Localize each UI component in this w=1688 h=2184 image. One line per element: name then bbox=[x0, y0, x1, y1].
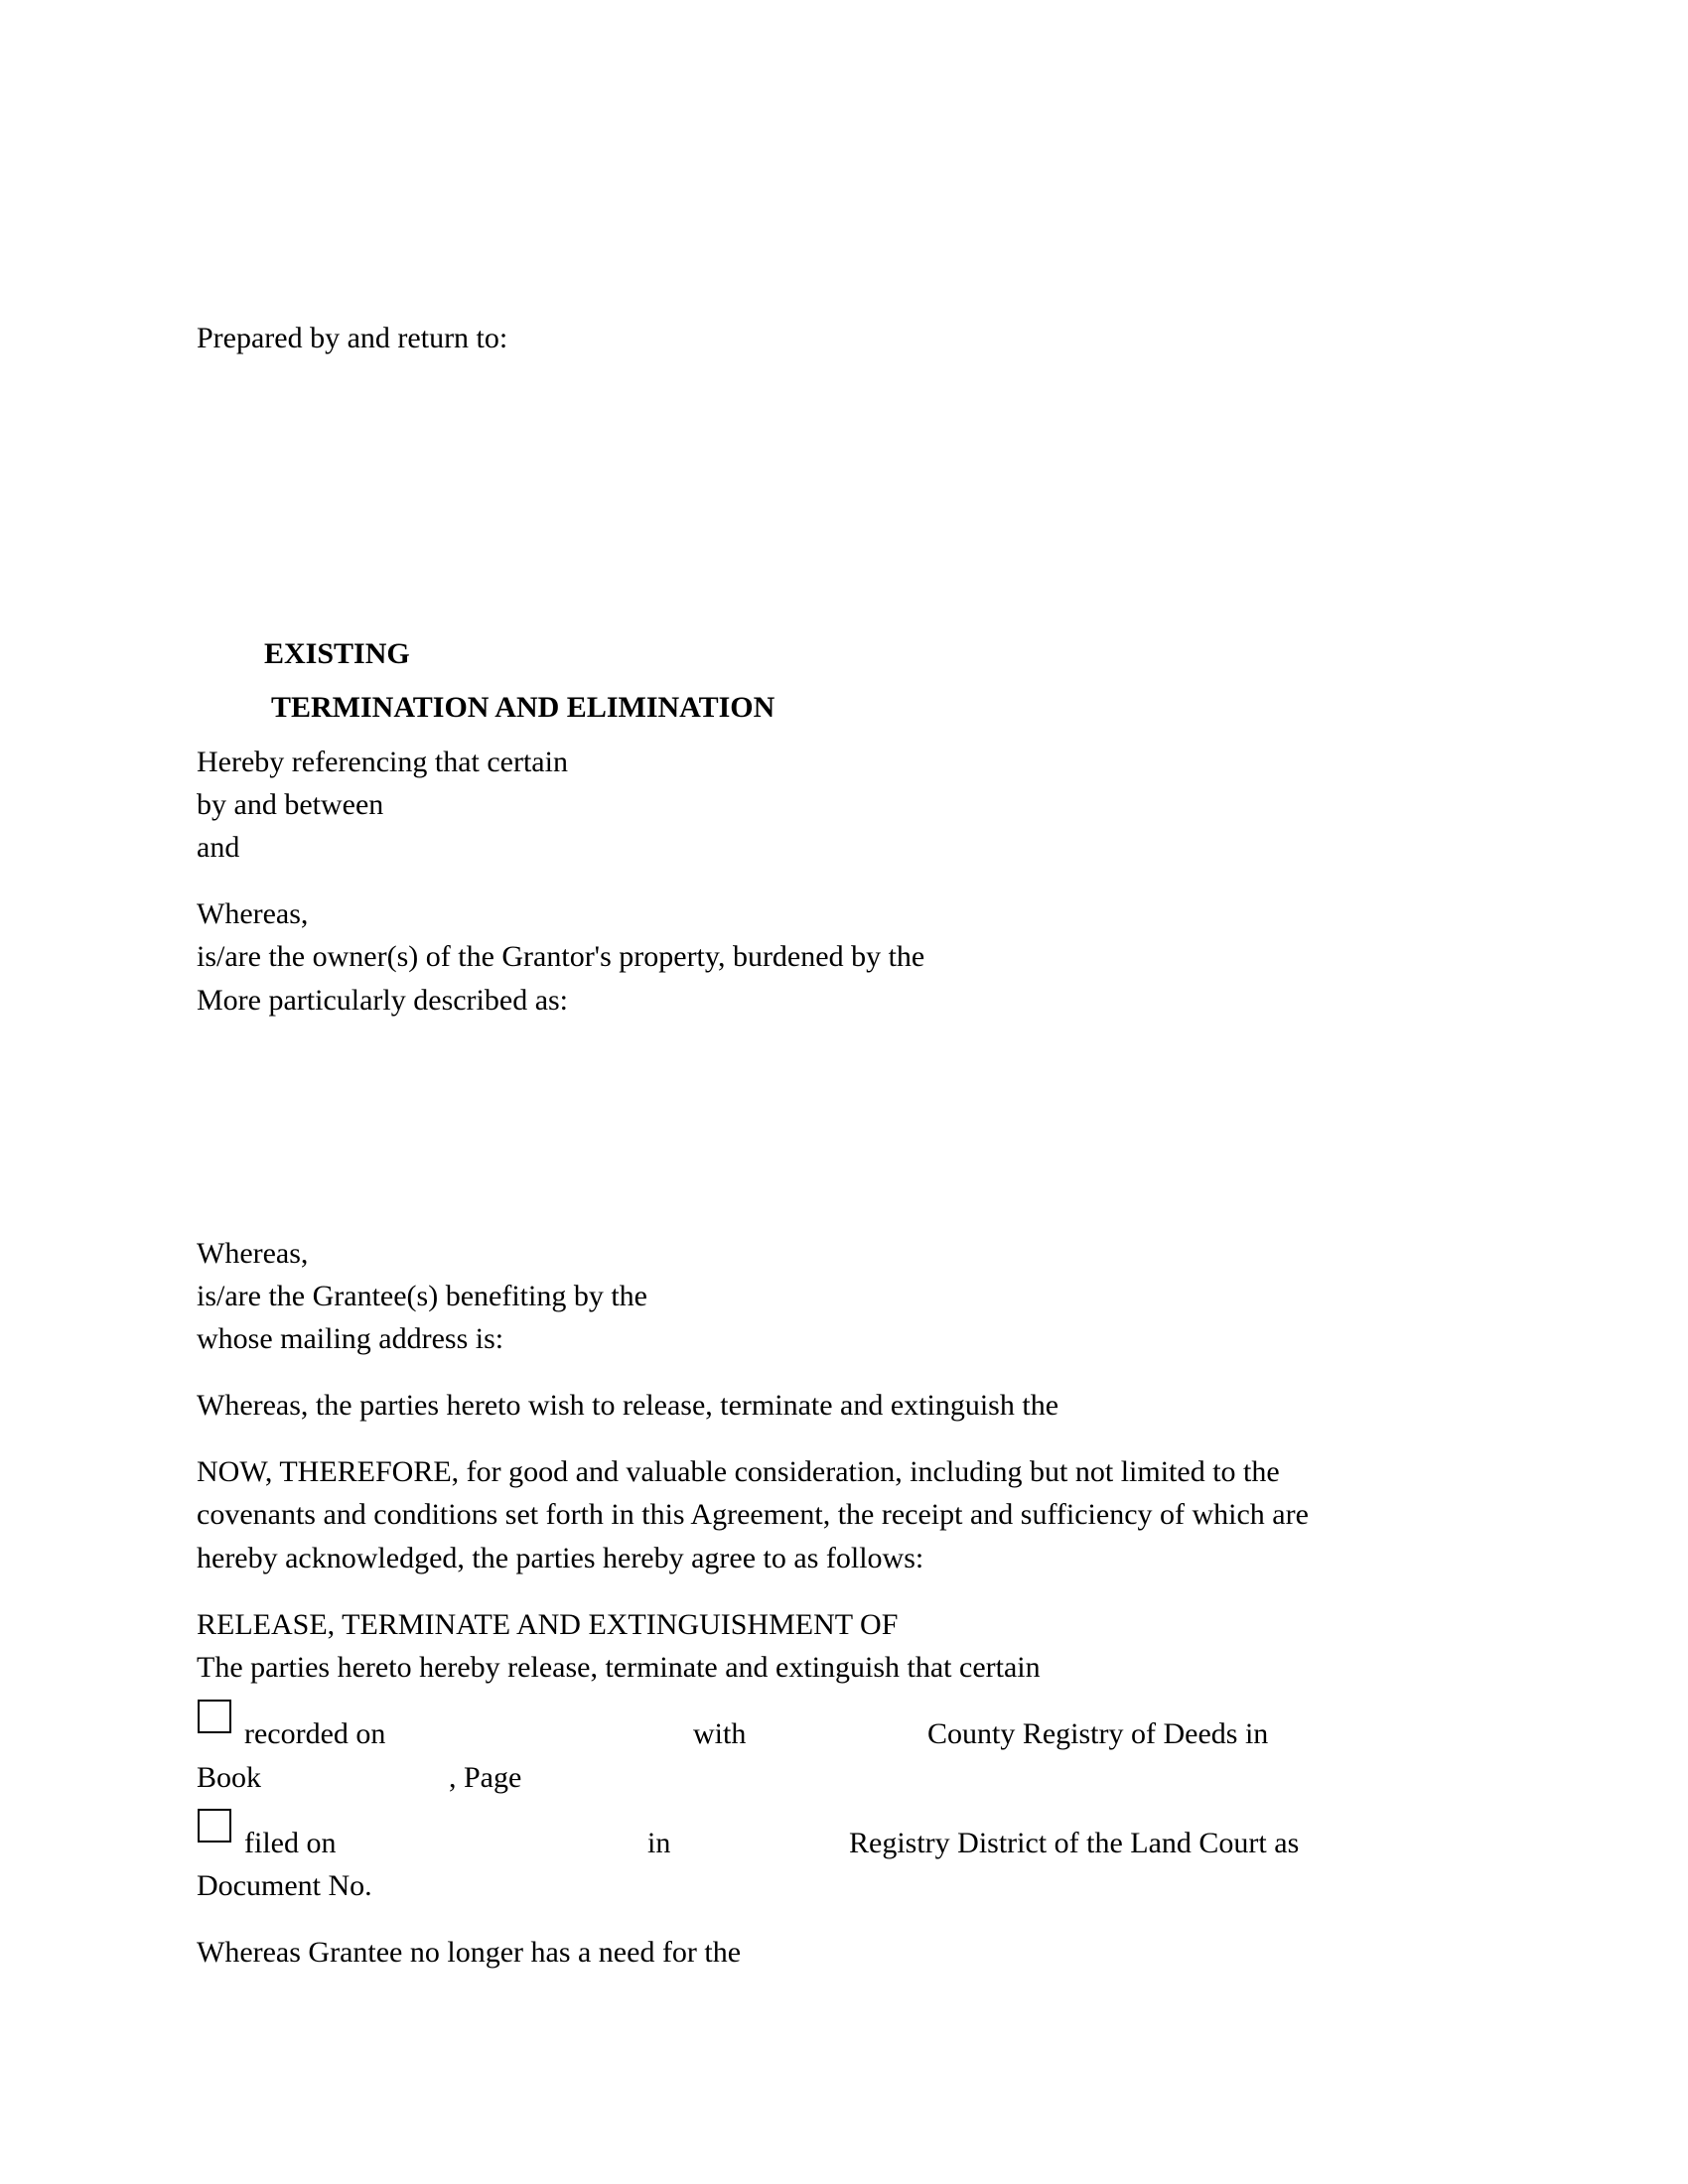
recorded-with-label: with bbox=[693, 1717, 747, 1750]
whereas-grantor-line-3: More particularly described as: bbox=[197, 984, 569, 1017]
recorded-checkbox[interactable] bbox=[198, 1700, 231, 1733]
whereas-release-text: Whereas, the parties hereto wish to release, terminate and extinguish the bbox=[197, 1389, 1059, 1422]
whereas-grantor-line-2: is/are the owner(s) of the Grantor's property, burdened by the bbox=[197, 940, 925, 973]
release-line-1: The parties hereto hereby release, terminate and extinguish that certain bbox=[197, 1651, 1041, 1684]
release-heading: RELEASE, TERMINATE AND EXTINGUISHMENT OF bbox=[197, 1608, 899, 1641]
recorded-book-label: Book bbox=[197, 1761, 262, 1794]
whereas-grantee-line-2: is/are the Grantee(s) benefiting by the bbox=[197, 1280, 647, 1312]
whereas-no-need-text: Whereas Grantee no longer has a need for the bbox=[197, 1936, 742, 1969]
now-therefore-line-1: NOW, THEREFORE, for good and valuable consideration, including but not limited to the bbox=[197, 1455, 1280, 1488]
whereas-grantee-line-1: Whereas, bbox=[197, 1237, 309, 1270]
prepared-by-label: Prepared by and return to: bbox=[197, 322, 508, 354]
filed-on-label: filed on bbox=[244, 1827, 337, 1859]
now-therefore-line-3: hereby acknowledged, the parties hereby agree to as follows: bbox=[197, 1542, 924, 1574]
recorded-page-label: , Page bbox=[449, 1761, 522, 1794]
filed-document-label: Document No. bbox=[197, 1869, 372, 1902]
filed-registry-label: Registry District of the Land Court as bbox=[849, 1827, 1300, 1859]
title-line-2: TERMINATION AND ELIMINATION bbox=[271, 691, 775, 724]
whereas-grantee-line-3: whose mailing address is: bbox=[197, 1322, 504, 1355]
whereas-grantor-line-1: Whereas, bbox=[197, 897, 309, 930]
reference-line-3: and bbox=[197, 831, 240, 864]
reference-line-1: Hereby referencing that certain bbox=[197, 746, 568, 778]
reference-line-2: by and between bbox=[197, 788, 384, 821]
now-therefore-line-2: covenants and conditions set forth in this Agreement, the receipt and sufficiency of which are bbox=[197, 1498, 1309, 1531]
recorded-on-label: recorded on bbox=[244, 1717, 386, 1750]
recorded-registry-label: County Registry of Deeds in bbox=[927, 1717, 1269, 1750]
title-line-1: EXISTING bbox=[264, 637, 410, 670]
filed-in-label: in bbox=[647, 1827, 671, 1859]
filed-checkbox[interactable] bbox=[198, 1809, 231, 1843]
